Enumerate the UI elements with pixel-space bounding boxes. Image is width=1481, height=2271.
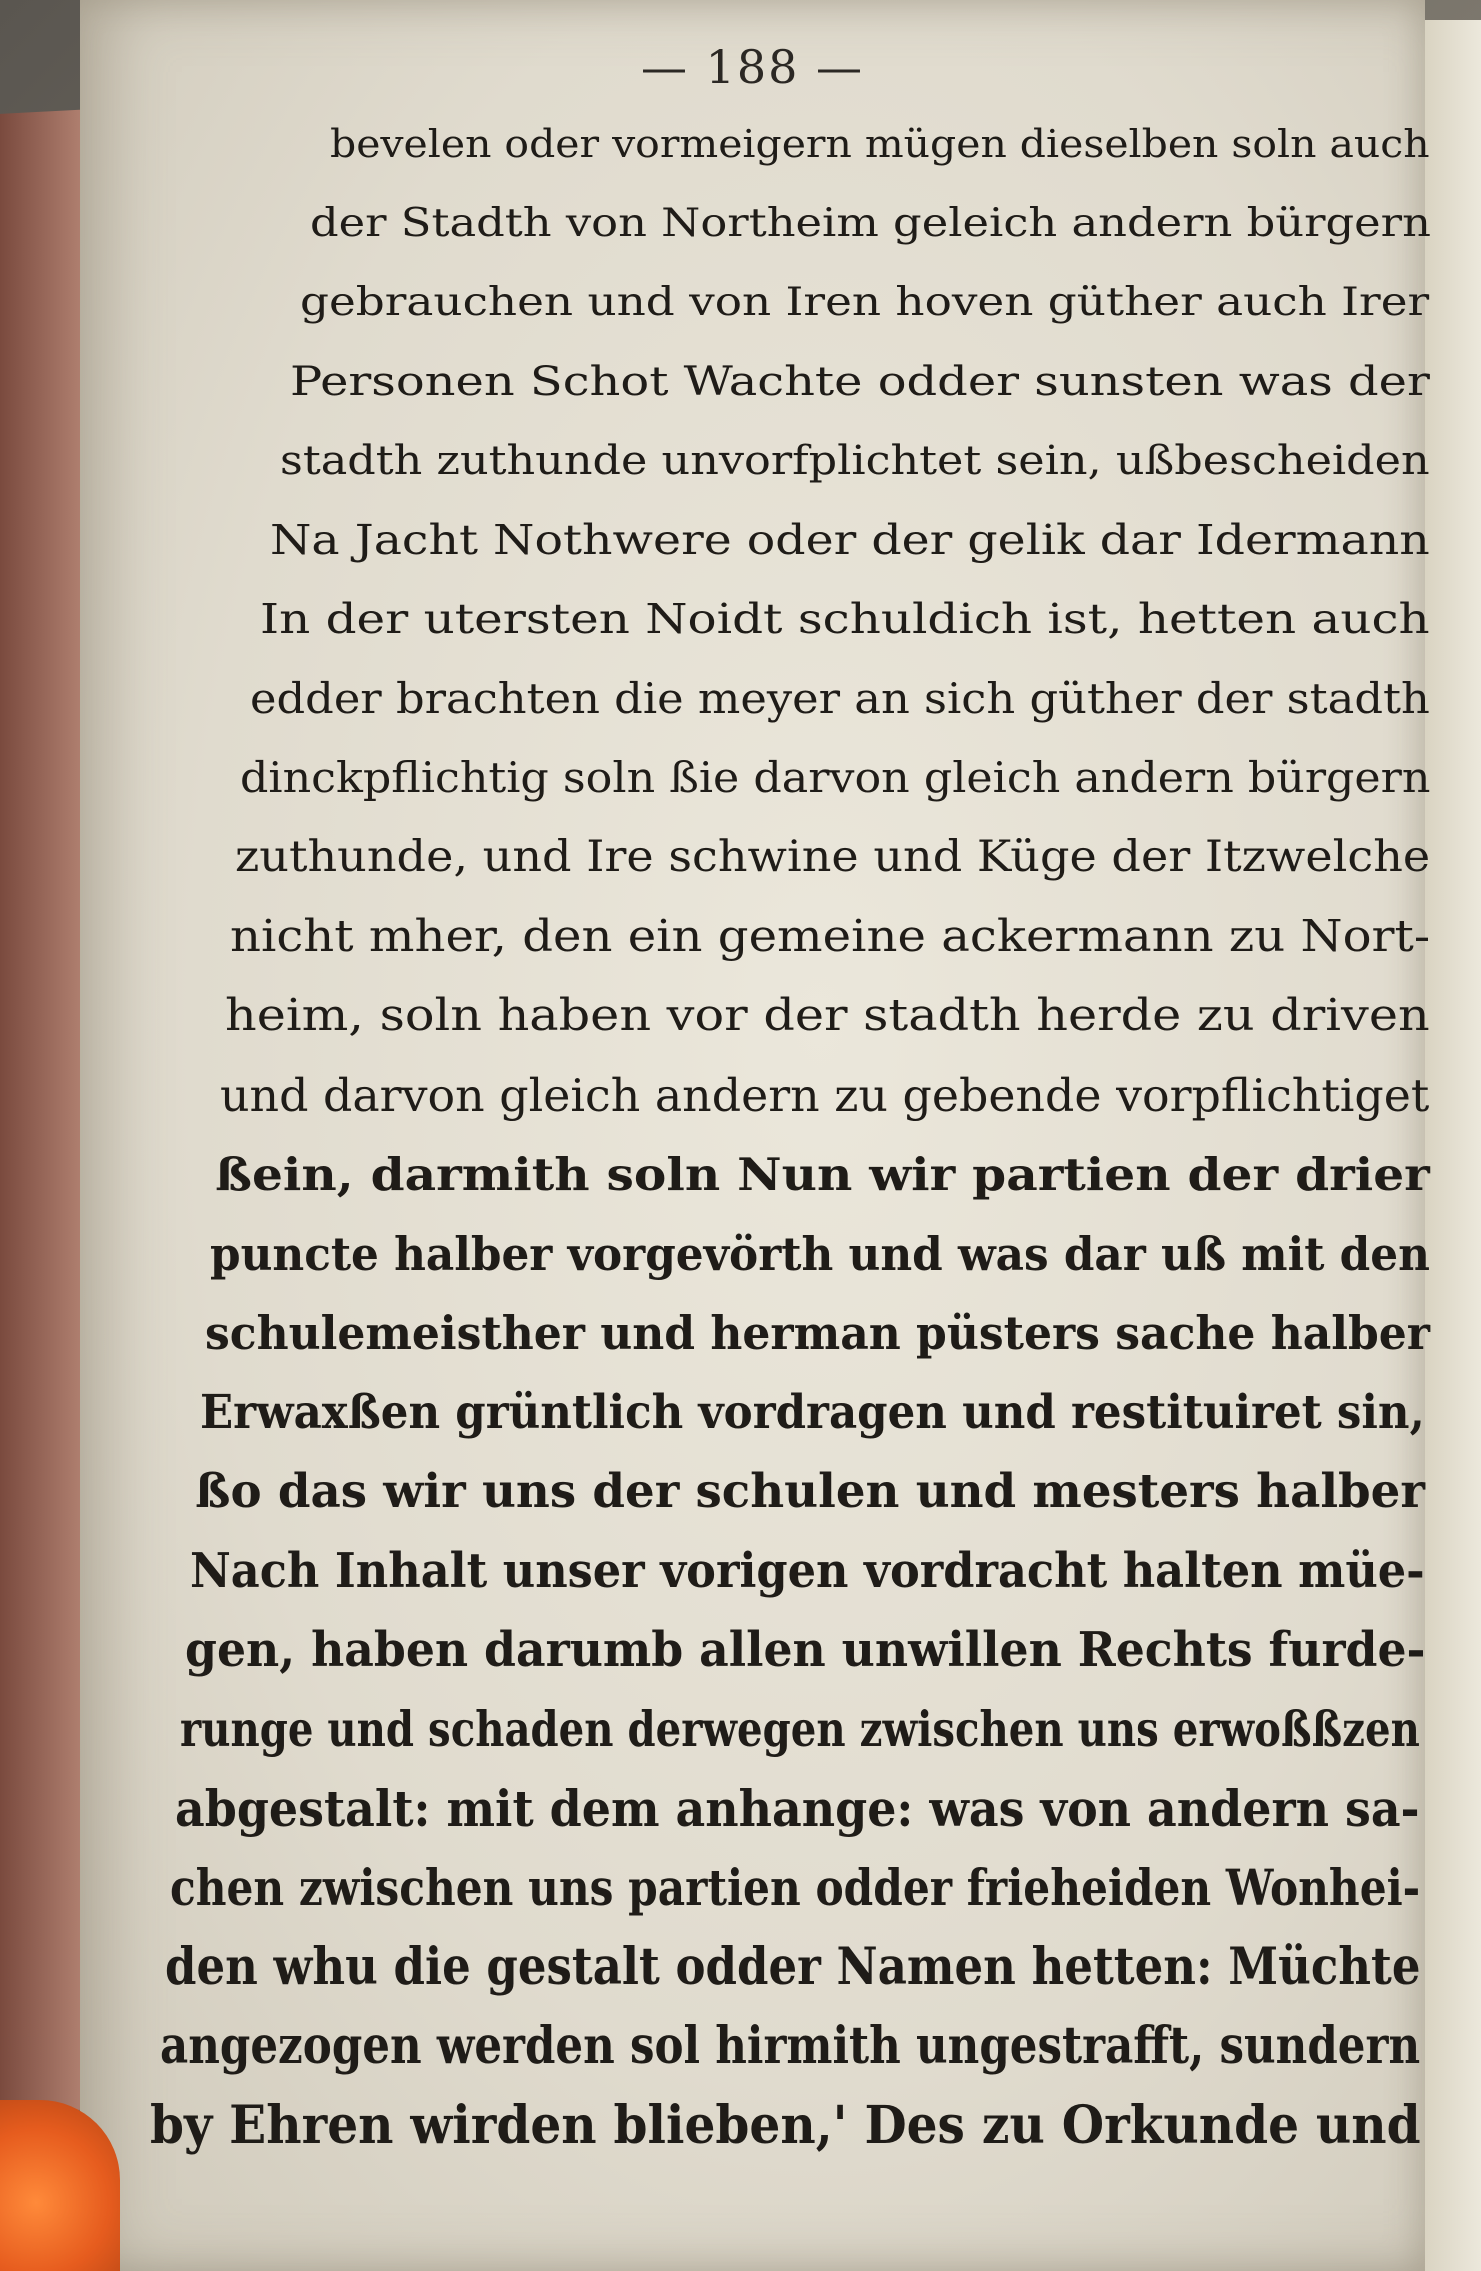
line-text: Nach Inhalt unser vorigen vordracht halten müe- <box>190 1543 1425 1599</box>
line-text: Na Jacht Nothwere oder der gelik dar Idermann <box>270 516 1430 564</box>
text-line <box>140 359 1440 441</box>
line-text: In der utersten Noidt schuldich ist, hetten auch <box>260 595 1430 643</box>
line-text: und darvon gleich andern zu gebende vorpflichtiget <box>220 1069 1430 1122</box>
line-text: gebrauchen und von Iren hoven güther auch Irer <box>300 280 1430 325</box>
line-text: runge und schaden derwegen zwischen uns erwoßßzen <box>180 1700 1420 1758</box>
text-line <box>140 1700 1440 1784</box>
book-page <box>80 0 1431 2271</box>
text-line <box>140 1227 1440 1310</box>
line-text: abgestalt: mit dem anhange: was von andern sa- <box>175 1779 1420 1838</box>
text-line <box>140 1306 1440 1389</box>
line-text: Personen Schot Wachte odder sunsten was der <box>290 359 1430 405</box>
text-line <box>140 1622 1440 1705</box>
line-text: der Stadth von Northeim geleich andern bürgern <box>310 201 1431 246</box>
text-line <box>140 1148 1440 1231</box>
text-line <box>140 280 1440 362</box>
text-line <box>140 1858 1440 1942</box>
text-line <box>140 2095 1440 2179</box>
text-line <box>140 832 1440 915</box>
text-line <box>140 516 1440 599</box>
text-line <box>140 990 1440 1073</box>
text-line <box>140 201 1440 283</box>
line-text: ßein, darmith soln Nun wir partien der drier <box>215 1148 1430 1201</box>
text-line <box>140 1937 1440 2021</box>
line-text: dinckpflichtig soln ßie darvon gleich andern bürgern <box>240 753 1431 802</box>
text-line <box>140 1543 1440 1626</box>
line-text: chen zwischen uns partien odder frieheiden Wonhei- <box>170 1858 1421 1917</box>
line-text: zuthunde, und Ire schwine und Küge der Itzwelche <box>235 832 1431 882</box>
line-text: nicht mher, den ein gemeine ackermann zu Nort- <box>230 911 1431 962</box>
text-line <box>140 2016 1440 2100</box>
line-text: stadth zuthunde unvorfplichtet sein, ußbescheiden <box>280 438 1430 484</box>
line-text: edder brachten die meyer an sich güther der stadth <box>250 674 1430 723</box>
line-text: den whu die gestalt odder Namen hetten: Müchte <box>165 1937 1421 1997</box>
text-line <box>140 1069 1440 1152</box>
line-text: schulemeisther und herman püsters sache halber <box>205 1306 1430 1360</box>
text-line <box>140 911 1440 994</box>
text-line <box>140 1464 1440 1547</box>
text-block <box>140 122 1440 2179</box>
text-line <box>140 753 1440 836</box>
text-line <box>140 674 1440 757</box>
line-text: Erwaxßen grüntlich vordragen und restituiret sin, <box>200 1385 1425 1440</box>
text-line <box>140 1385 1440 1468</box>
text-line <box>140 1779 1440 1863</box>
line-text: by Ehren wirden blieben,' Des zu Orkunde und <box>150 2095 1421 2156</box>
text-line <box>140 595 1440 678</box>
line-text: heim, soln haben vor der stadth herde zu driven <box>225 990 1430 1041</box>
text-line <box>140 122 1440 204</box>
line-text: ßo das wir uns der schulen und mesters halber <box>195 1464 1425 1519</box>
line-text: angezogen werden sol hirmith ungestrafft, sundern <box>160 2016 1421 2076</box>
line-text: bevelen oder vormeigern mügen dieselben soln auch <box>330 122 1430 166</box>
page-number: — 188 — <box>640 40 865 94</box>
line-text: gen, haben darumb allen unwillen Rechts furde- <box>185 1622 1426 1678</box>
text-line <box>140 438 1440 520</box>
line-text: puncte halber vorgevörth und was dar uß mit den <box>210 1227 1430 1281</box>
